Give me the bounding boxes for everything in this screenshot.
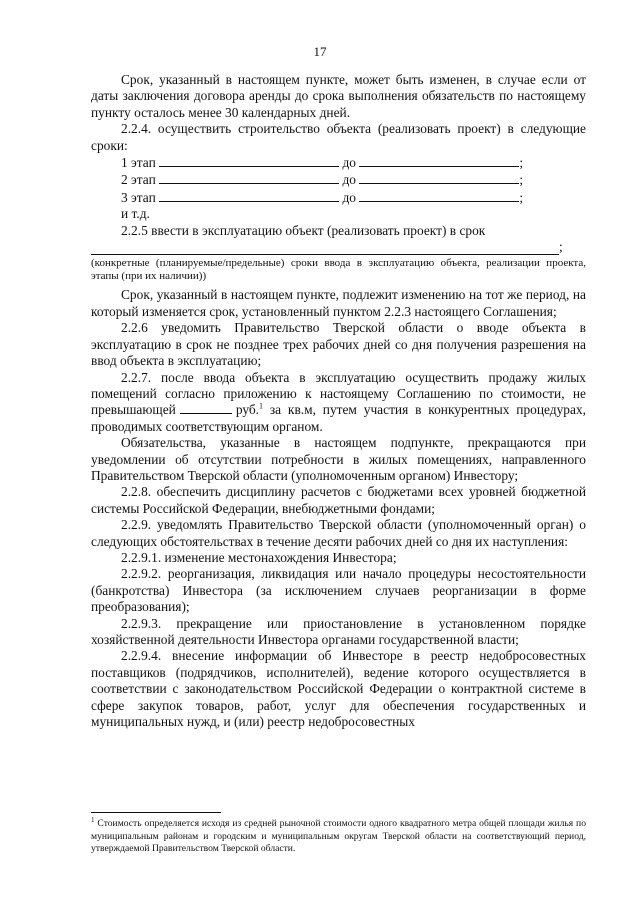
- stage-start-blank: [159, 154, 339, 167]
- stage-start-blank: [159, 189, 339, 202]
- stage-end-blank: [359, 189, 519, 202]
- document-body: [91, 72, 586, 730]
- stage-label: 2 этап: [121, 172, 156, 188]
- paragraph-2-2-7-end: за кв.м, путем участия в конкурентных процедурах, проводимых соответствующим органом.: [91, 402, 586, 434]
- paragraph-term-adjust: Срок, указанный в настоящем пункте, подлежит изменению на тот же период, на который изменяется срок, установленный пунктом 2.2.3 настоящего Соглашения;: [91, 287, 586, 319]
- footnote-mark: 1: [91, 815, 95, 824]
- stage-end-punct: ;: [519, 189, 524, 205]
- stage-end-blank: [359, 154, 519, 167]
- footnote-ref: 1: [259, 401, 264, 411]
- commissioning-blank: [91, 240, 559, 255]
- stage-label: 1 этап: [121, 155, 156, 171]
- stage-start-blank: [159, 171, 339, 184]
- stage-row-1: [121, 154, 586, 171]
- paragraph-2-2-8: 2.2.8. обеспечить дисциплину расчетов с бюджетами всех уровней бюджетной системы Российской Федерации, внебюджетными фондами;: [91, 484, 586, 516]
- paragraph-2-2-5: 2.2.5 ввести в эксплуатацию объект (реализовать проект) в срок: [121, 222, 486, 238]
- stage-end-punct: ;: [519, 172, 524, 188]
- footnote-text: Стоимость определяется исходя из средней рыночной стоимости одного квадратного метра общей площади жилья по муниципальным районам и городским и муниципальным округам Тверской области на соответствующий период, утверждаемой Правительством Тверской области.: [91, 818, 586, 854]
- price-blank: [180, 402, 232, 414]
- paragraph-2-2-6: 2.2.6 уведомить Правительство Тверской области о вводе объекта в эксплуатацию в срок не позднее трех рабочих дней со дня получения разрешения на ввод объекта в эксплуатацию;: [91, 320, 586, 369]
- commissioning-blank-row: [91, 239, 586, 255]
- stage-row-2: [121, 171, 586, 188]
- stage-to: до: [342, 172, 356, 188]
- paragraph-2-2-7-start: 2.2.7. после ввода объекта в эксплуатацию осуществить продажу жилых помещений согласно приложению к настоящему Соглашению по стоимости, не превышающей: [91, 369, 586, 418]
- paragraph-2-2-9-3: 2.2.9.3. прекращение или приостановление в установленном порядке хозяйственной деятельности Инвестора органами государственной власти;: [91, 615, 586, 647]
- paragraph-obligations-end: Обязательства, указанные в настоящем подпункте, прекращаются при уведомлении об отсутствии потребности в жилых помещениях, направленного Правительством Тверской области (уполномоченным органом) Инвестору;: [91, 435, 586, 483]
- paragraph-2-2-7: [91, 370, 586, 436]
- paragraph-2-2-9-1: 2.2.9.1. изменение местонахождения Инвестора;: [121, 549, 397, 565]
- stage-row-3: [121, 189, 586, 206]
- paragraph-2-2-4: 2.2.4. осуществить строительство объекта (реализовать проект) в следующие сроки:: [91, 121, 586, 153]
- page-number: 17: [313, 44, 327, 59]
- rub-label: руб.: [235, 402, 260, 418]
- paragraph-2-2-9-4: 2.2.9.4. внесение информации об Инвесторе в реестр недобросовестных поставщиков (подрядчиков, исполнителей), ведение которого осуществляется в соответствии с законодательством Российской Федерации о контрактной системе в сфере закупок товаров, работ, услуг для обеспечения государственных и муниципальных нужд, и (или) реестр недобросовестных: [91, 648, 586, 730]
- etc-row: и т.д.: [121, 206, 150, 222]
- stage-to: до: [342, 155, 356, 171]
- paragraph-2-2-9-2: 2.2.9.2. реорганизация, ликвидация или начало процедуры несостоятельности (банкротства) Инвестора (за исключением случаев реорганизации в форме преобразования);: [91, 566, 586, 615]
- paragraph-term-change: Срок, указанный в настоящем пункте, может быть изменен, в случае если от даты заключения договора аренды до срока выполнения обязательств по настоящему пункту осталось менее 30 календарных дней.: [91, 72, 586, 120]
- footnote: [91, 815, 586, 856]
- stage-label: 3 этап: [121, 189, 156, 205]
- commissioning-note: (конкретные (планируемые/предельные) сроки ввода в эксплуатацию объекта, реализации проекта, этапы (при их наличии)): [91, 257, 586, 283]
- stage-end-punct: ;: [519, 155, 524, 171]
- footnote-divider: [91, 812, 221, 813]
- stage-end-blank: [359, 171, 519, 184]
- paragraph-2-2-9: 2.2.9. уведомлять Правительство Тверской области (уполномоченный орган) о следующих обстоятельствах в течение десяти рабочих дней со дня их наступления:: [91, 517, 586, 549]
- commissioning-end-punct: ;: [559, 239, 563, 255]
- stage-to: до: [342, 189, 356, 205]
